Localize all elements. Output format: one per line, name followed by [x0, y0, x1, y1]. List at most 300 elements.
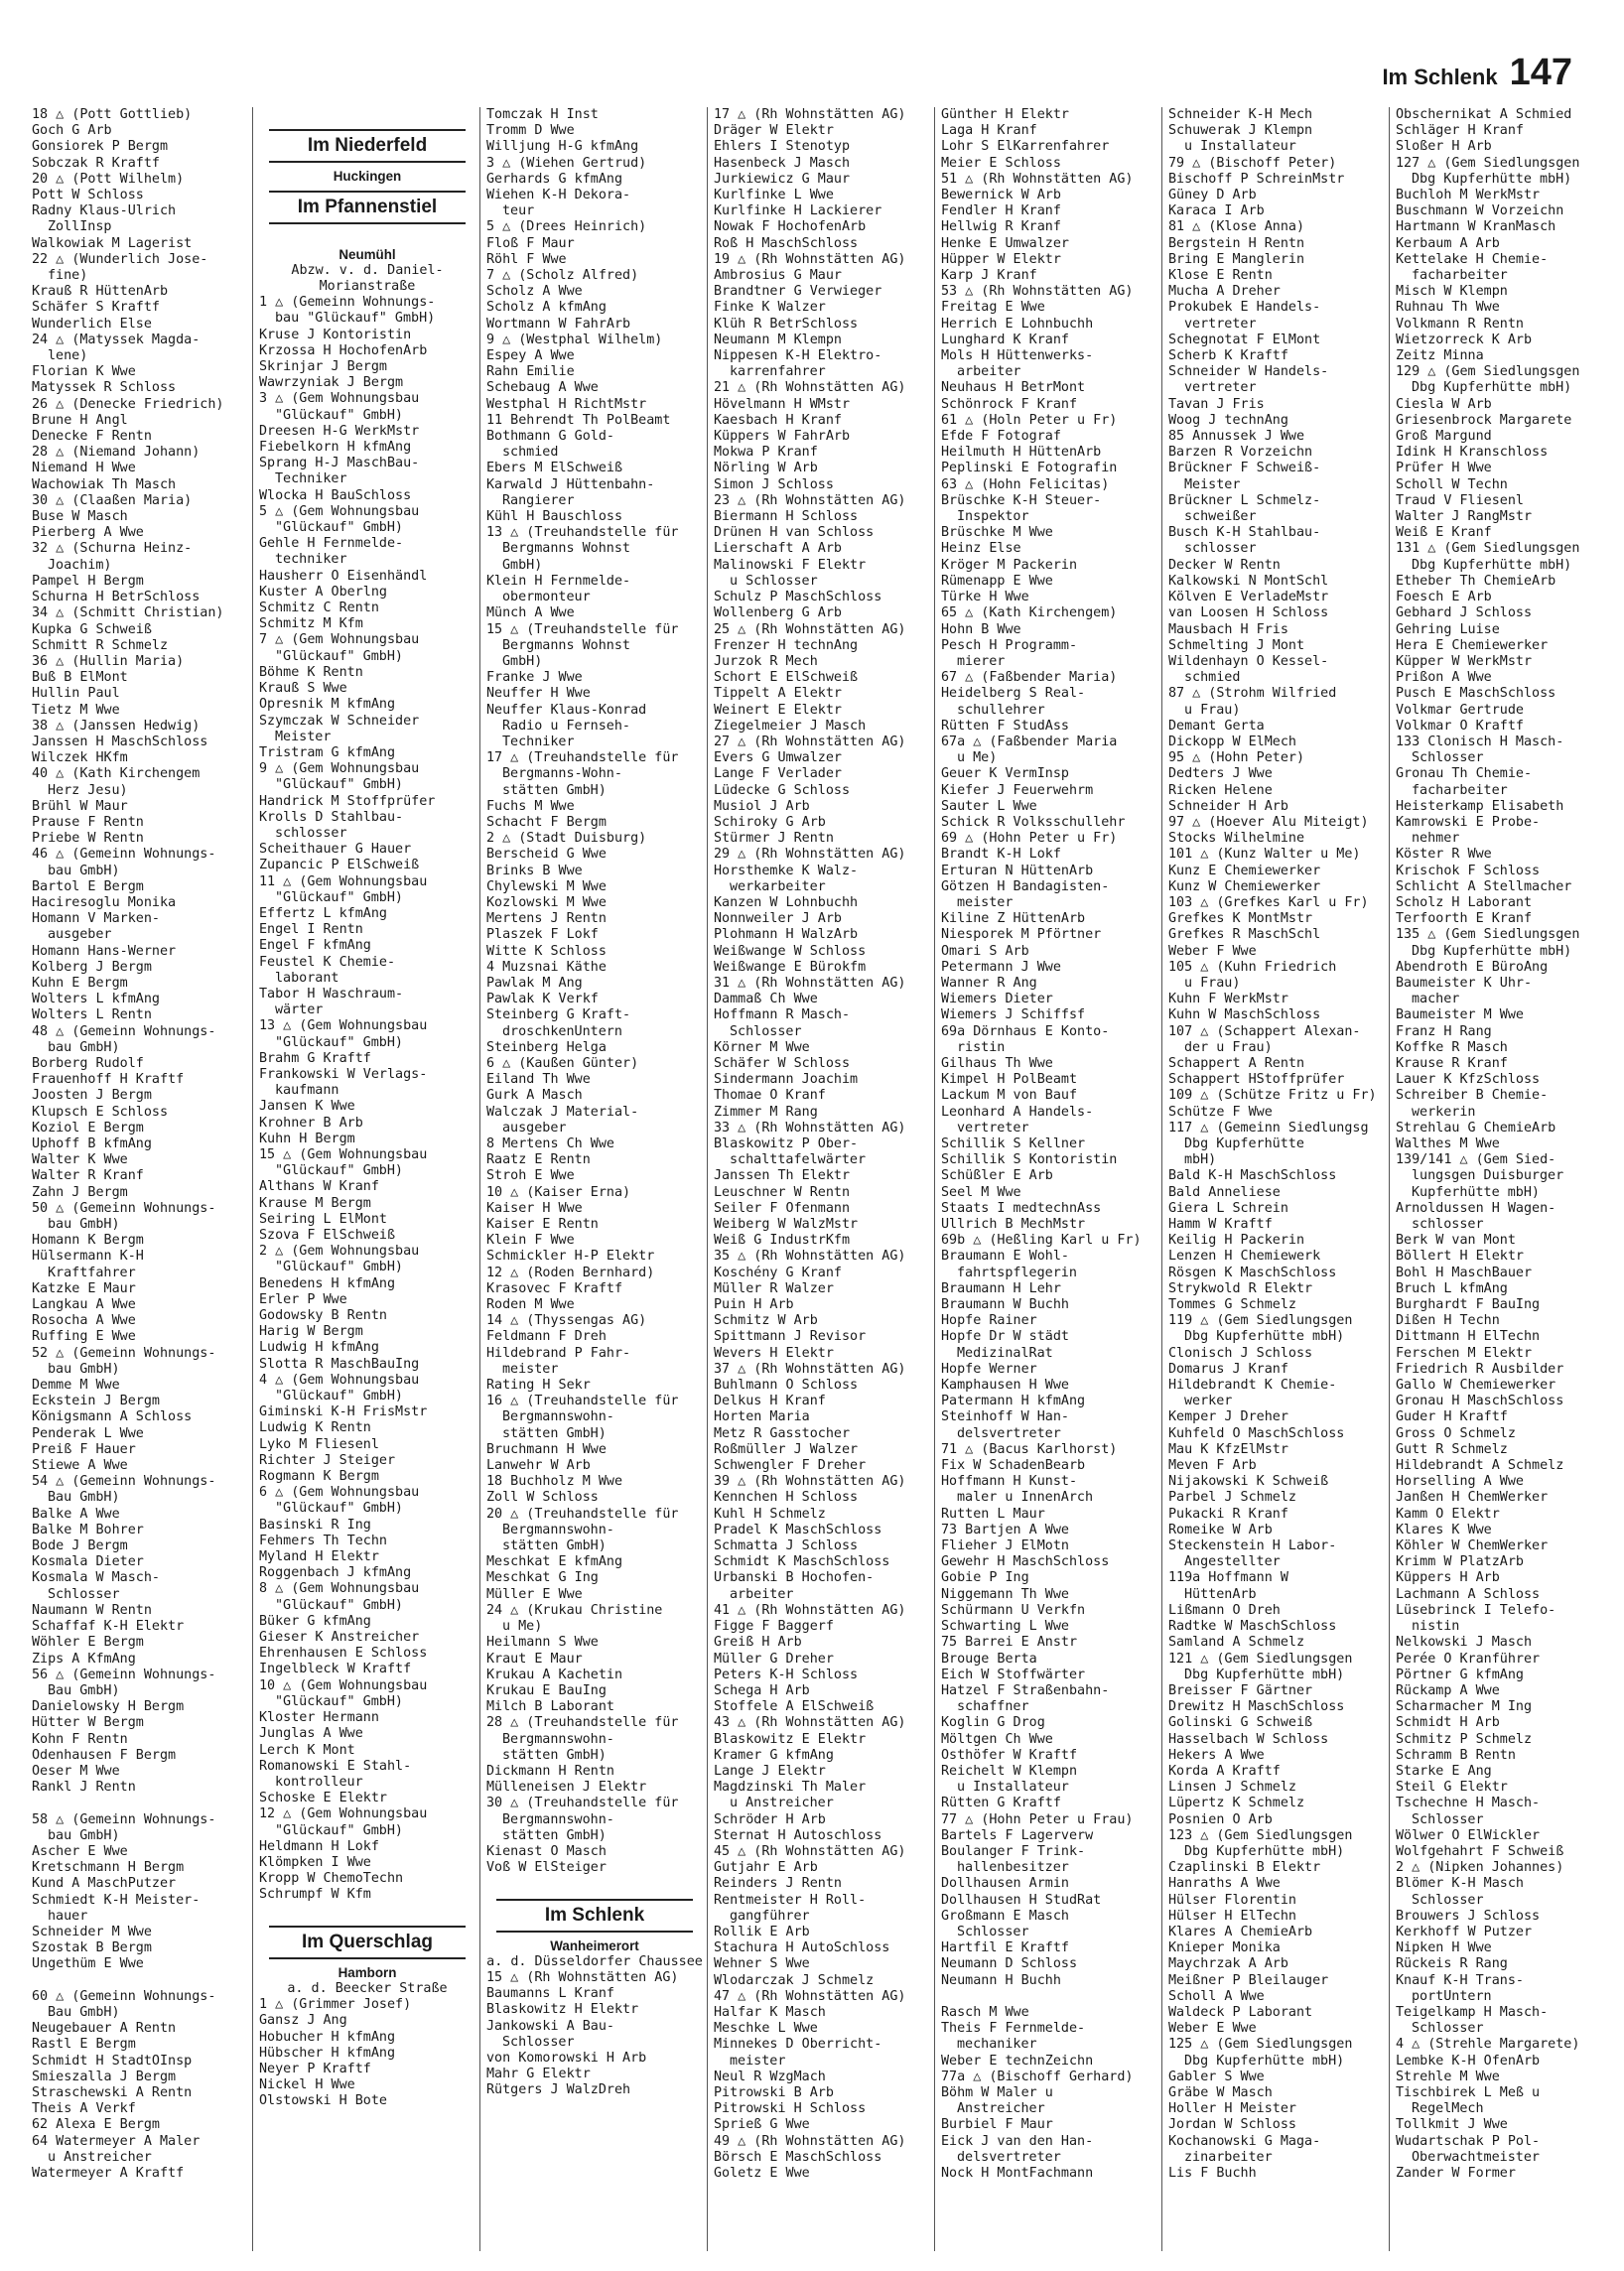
directory-entry: facharbeiter: [1412, 268, 1508, 284]
directory-entry: stätten GmbH): [502, 1827, 607, 1843]
directory-entry: stätten GmbH): [502, 1538, 607, 1554]
directory-entry: 71 △ (Bacus Karlhorst): [941, 1441, 1118, 1457]
directory-entry: Kröger M Packerin: [941, 557, 1078, 573]
directory-entry: Böhme K Rentn: [259, 664, 363, 680]
directory-entry: Hullin Paul: [32, 686, 120, 702]
directory-entry: Bohl H MaschBauer: [1396, 1265, 1533, 1280]
directory-entry: Jurzok R Mech: [714, 653, 818, 669]
directory-entry: Ambrosius G Maur: [714, 268, 842, 284]
directory-entry: Schmidt H StadtOInsp: [32, 2053, 193, 2069]
directory-entry: 133 Clonisch H Masch-: [1396, 734, 1564, 749]
directory-entry: Scholz H Laborant: [1396, 894, 1533, 910]
directory-entry: "Glückauf" GmbH): [275, 407, 403, 423]
directory-entry: Drünen H van Schloss: [714, 525, 875, 541]
directory-entry: Krimm W PlatzArb: [1396, 1554, 1524, 1570]
directory-entry: Stroh E Wwe: [486, 1168, 575, 1184]
directory-entry: Pitrowski B Arb: [714, 2084, 834, 2100]
directory-entry: GmbH): [502, 557, 543, 573]
directory-entry: Raatz E Rentn: [486, 1152, 591, 1168]
directory-entry: Sternat H Autoschloss: [714, 1827, 882, 1843]
directory-entry: Ebers M ElSchweiß: [486, 461, 623, 476]
directory-entry: Breisser F Gärtner: [1168, 1682, 1313, 1698]
directory-entry: Herz Jesu): [48, 782, 128, 798]
directory-entry: Brühl W Maur: [32, 798, 128, 814]
directory-entry: Borberg Rudolf: [32, 1055, 144, 1071]
directory-entry: 13 △ (Treuhandstelle für: [486, 525, 679, 541]
directory-entry: Kennchen H Schloss: [714, 1490, 859, 1506]
directory-entry: Slotta R MaschBauIng: [259, 1356, 420, 1372]
directory-entry: Wlocka H BauSchloss: [259, 487, 412, 503]
directory-entry: Schmidt K MaschSchloss: [714, 1554, 890, 1570]
directory-entry: Clonisch J Schloss: [1168, 1345, 1313, 1361]
directory-entry: Bau GmbH): [48, 1490, 120, 1506]
directory-entry: Hopfe Dr W städt: [941, 1329, 1069, 1345]
directory-entry: delsvertreter: [957, 2149, 1061, 2165]
directory-entry: Czaplinski B Elektr: [1168, 1860, 1321, 1876]
directory-entry: Freitag E Wwe: [941, 300, 1045, 316]
directory-entry: ausgeber: [502, 1120, 567, 1136]
directory-entry: 6 △ (Gem Wohnungsbau: [259, 1485, 420, 1501]
column-1: [26, 107, 252, 2251]
directory-entry: bau GmbH): [48, 1217, 120, 1233]
directory-entry: Kemper J Dreher: [1168, 1409, 1288, 1425]
directory-entry: Bald K-H MaschSchloss: [1168, 1168, 1337, 1184]
directory-entry: 67a △ (Faßbender Maria: [941, 734, 1118, 749]
directory-entry: Köhler W ChemWerker: [1396, 1538, 1549, 1554]
directory-entry: Nock H MontFachmann: [941, 2166, 1094, 2181]
directory-entry: Steckenstein H Labor-: [1168, 1538, 1337, 1554]
directory-entry: 77a △ (Bischoff Gerhard): [941, 2069, 1134, 2084]
directory-entry: Krischok F Schloss: [1396, 863, 1541, 878]
directory-entry: Tippelt A Elektr: [714, 686, 842, 702]
directory-entry: Spittmann J Revisor: [714, 1329, 867, 1345]
directory-entry: Rutten L Maur: [941, 1506, 1045, 1522]
directory-entry: Gerhards G kfmAng: [486, 171, 623, 187]
directory-entry: Nipken H Wwe: [1396, 1940, 1492, 1956]
directory-entry: 129 △ (Gem Siedlungsgen: [1396, 364, 1580, 380]
directory-entry: Kupferhütte mbH): [1412, 1184, 1540, 1200]
directory-entry: Jankowski A Bau-: [486, 2018, 614, 2034]
directory-entry: Obschernikat A Schmied: [1396, 107, 1572, 122]
directory-entry: Dbg Kupferhütte mbH): [1412, 380, 1572, 396]
directory-entry: Koglin G Drog: [941, 1715, 1045, 1731]
directory-entry: Peters K-H Schloss: [714, 1667, 859, 1682]
directory-entry: Kalkowski N MontSchl: [1168, 573, 1329, 589]
directory-entry: kontrolleur: [275, 1774, 363, 1790]
directory-entry: 62 Alexa E Bergm: [32, 2117, 160, 2133]
directory-entry: Bergmanns Wohnst: [502, 637, 630, 653]
directory-entry: Bring E Manglerin: [1168, 251, 1305, 267]
directory-entry: 18 Buchholz M Wwe: [486, 1474, 623, 1490]
directory-entry: "Glückauf" GmbH): [275, 1163, 403, 1179]
directory-entry: schlosser: [275, 825, 347, 841]
directory-entry: Danielowsky H Bergm: [32, 1699, 185, 1715]
directory-entry: portUntern: [1412, 1988, 1492, 2004]
directory-entry: Scherb K Kraftf: [1168, 348, 1288, 364]
directory-entry: Mausbach H Fris: [1168, 621, 1288, 637]
directory-entry: 45 △ (Rh Wohnstätten AG): [714, 1843, 906, 1859]
directory-entry: Fix W SchadenBearb: [941, 1458, 1086, 1474]
directory-entry: 60 △ (Gemeinn Wohnungs-: [32, 1988, 216, 2004]
directory-entry: Dickopp W ElMech: [1168, 734, 1296, 749]
directory-entry: 27 △ (Rh Wohnstätten AG): [714, 734, 906, 749]
directory-entry: Burbiel F Maur: [941, 2117, 1053, 2133]
directory-entry: 12 △ (Roden Bernhard): [486, 1265, 655, 1280]
directory-entry: Hera E Chemiewerker: [1396, 637, 1549, 653]
directory-entry: Meschkat G Ing: [486, 1570, 599, 1586]
directory-entry: Berscheid G Wwe: [486, 847, 607, 863]
directory-entry: Giminski K-H FrisMstr: [259, 1404, 428, 1420]
directory-entry: Gehle H Fernmelde-: [259, 536, 404, 552]
directory-entry: Weiß G IndustrKfm: [714, 1233, 851, 1249]
directory-entry: "Glückauf" GmbH): [275, 777, 403, 793]
directory-entry: Kühl H Bauschloss: [486, 509, 623, 525]
directory-entry: "Glückauf" GmbH): [275, 648, 403, 664]
directory-entry: Fuchs M Wwe: [486, 798, 575, 814]
directory-entry: Pusch E MaschSchloss: [1396, 686, 1556, 702]
column-4: [707, 107, 934, 2251]
directory-entry: Wunderlich Else: [32, 316, 152, 332]
directory-entry: Heilmann S Wwe: [486, 1635, 599, 1651]
directory-entry: Holler H Meister: [1168, 2101, 1296, 2117]
directory-entry: 32 △ (Schurna Heinz-: [32, 541, 193, 557]
directory-entry: Gebhard J Schloss: [1396, 605, 1533, 621]
directory-entry: Weber F Wwe: [1168, 943, 1257, 959]
directory-entry: Krasovec F Kraftf: [486, 1280, 623, 1296]
directory-entry: Denecke F Rentn: [32, 429, 152, 445]
directory-entry: Inspektor: [957, 509, 1029, 525]
directory-entry: Bau GmbH): [48, 1682, 120, 1698]
directory-entry: Ehrenhausen E Schloss: [259, 1646, 428, 1662]
directory-entry: Theis F Fernmelde-: [941, 2021, 1086, 2037]
directory-entry: Wehner S Wwe: [714, 1956, 810, 1972]
directory-entry: schmied: [1184, 670, 1241, 686]
directory-entry: 48 △ (Gemeinn Wohnungs-: [32, 1023, 216, 1039]
directory-entry: Krause R Kranf: [1396, 1055, 1508, 1071]
directory-entry: 2 △ (Nipken Johannes): [1396, 1860, 1564, 1876]
directory-entry: 8 △ (Gem Wohnungsbau: [259, 1581, 420, 1597]
directory-entry: 4 △ (Strehle Margarete): [1396, 2037, 1580, 2053]
directory-entry: Floß F Maur: [486, 235, 575, 251]
directory-entry: 20 △ (Pott Wilhelm): [32, 171, 185, 187]
directory-entry: bau GmbH): [48, 1039, 120, 1055]
directory-entry: Prause F Rentn: [32, 814, 144, 830]
directory-entry: Dollhausen Armin: [941, 1876, 1069, 1892]
directory-entry: Wawrzyniak J Bergm: [259, 375, 404, 391]
directory-entry: 119 △ (Gem Siedlungsgen: [1168, 1313, 1353, 1329]
directory-entry: Tischbirek L Meß u: [1396, 2084, 1541, 2100]
directory-entry: Dbg Kupferhütte mbH): [1412, 171, 1572, 187]
directory-entry: Walthes M Wwe: [1396, 1136, 1500, 1151]
directory-entry: fine): [48, 268, 88, 284]
directory-entry: 1 △ (Gemeinn Wohnungs-: [259, 295, 436, 311]
directory-entry: Tristram G kfmAng: [259, 744, 396, 760]
directory-entry: Homann K Bergm: [32, 1233, 144, 1249]
directory-entry: Brandt K-H Lokf: [941, 847, 1061, 863]
directory-entry: Pawlak K Verkf: [486, 992, 599, 1007]
directory-entry: Böllert H Elektr: [1396, 1249, 1524, 1265]
directory-entry: Eick J van den Han-: [941, 2133, 1094, 2149]
directory-entry: Schillik S Kontoristin: [941, 1152, 1118, 1168]
directory-entry: Posnien O Arb: [1168, 1811, 1273, 1827]
directory-entry: 123 △ (Gem Siedlungsgen: [1168, 1827, 1353, 1843]
directory-entry: Gräbe W Masch: [1168, 2084, 1273, 2100]
directory-entry: Minnekes D Oberricht-: [714, 2037, 882, 2053]
directory-entry: "Glückauf" GmbH): [275, 1389, 403, 1404]
directory-entry: Starke E Ang: [1396, 1763, 1492, 1779]
directory-entry: Goch G Arb: [32, 123, 112, 139]
directory-entry: Abendroth E BüroAng: [1396, 959, 1549, 975]
directory-entry: Volkmar O Kraftf: [1396, 718, 1524, 734]
directory-entry: Lüpertz K Schmelz: [1168, 1796, 1305, 1811]
directory-entry: Nippesen K-H Elektro-: [714, 348, 882, 364]
directory-entry: Hildebrandt K Chemie-: [1168, 1378, 1337, 1394]
directory-entry: u Me): [502, 1619, 543, 1635]
directory-entry: Groß Margund: [1396, 429, 1492, 445]
directory-entry: Neul R WzgMach: [714, 2069, 826, 2084]
directory-entry: Kuhl H Schmelz: [714, 1506, 826, 1522]
directory-entry: Olstowski H Bote: [259, 2093, 387, 2109]
directory-entry: Gutjahr E Arb: [714, 1860, 818, 1876]
directory-entry: Wiemers Dieter: [941, 992, 1053, 1007]
directory-entry: meister: [730, 2053, 786, 2069]
directory-entry: Demme M Wwe: [32, 1378, 120, 1394]
directory-entry: Lißmann O Dreh: [1168, 1602, 1281, 1618]
directory-entry: Ricken Helene: [1168, 782, 1273, 798]
directory-entry: Lüdecke G Schloss: [714, 782, 851, 798]
directory-entry: Schütze F Wwe: [1168, 1104, 1273, 1120]
directory-entry: Hatzel F Straßenbahn-: [941, 1682, 1110, 1698]
directory-entry: Lis F Buchh: [1168, 2166, 1257, 2181]
directory-entry: Bergmanns-Wohn-: [502, 766, 622, 782]
directory-entry: Rütten G Kraftf: [941, 1796, 1061, 1811]
directory-entry: Basinski R Ing: [259, 1517, 371, 1533]
directory-entry: Dreesen H-G WerkMstr: [259, 423, 420, 439]
directory-entry: 13 △ (Gem Wohnungsbau: [259, 1018, 428, 1034]
directory-entry: 101 △ (Kunz Walter u Me): [1168, 847, 1361, 863]
directory-entry: Hoffmann R Masch-: [714, 1007, 851, 1023]
directory-entry: Herrich E Lohnbuchh: [941, 316, 1094, 332]
directory-entry: Meschke L Wwe: [714, 2021, 818, 2037]
directory-entry: 81 △ (Klose Anna): [1168, 219, 1305, 235]
directory-entry: lungsgen Duisburger: [1412, 1168, 1564, 1184]
directory-entry: Weißwange E Bürokfm: [714, 959, 867, 975]
directory-entry: Rasch M Wwe: [941, 2004, 1029, 2020]
directory-entry: Feldmann F Dreh: [486, 1329, 607, 1345]
directory-entry: Hopfe Werner: [941, 1361, 1037, 1377]
directory-entry: Nickel H Wwe: [259, 2077, 355, 2093]
directory-entry: Junglas A Wwe: [259, 1726, 363, 1742]
directory-entry: u Installateur: [957, 1780, 1069, 1796]
directory-entry: Dbg Kupferhütte mbH): [1412, 557, 1572, 573]
directory-entry: Eiland Th Wwe: [486, 1072, 591, 1088]
directory-entry: Althans W Kranf: [259, 1179, 379, 1195]
directory-entry: Hübscher H kfmAng: [259, 2045, 396, 2061]
directory-entry: 135 △ (Gem Siedlungsgen: [1396, 927, 1580, 943]
directory-entry: 117 △ (Gemeinn Siedlungsg: [1168, 1120, 1369, 1136]
directory-entry: Weber E Wwe: [1168, 2021, 1257, 2037]
directory-entry: Buse W Masch: [32, 509, 128, 525]
directory-entry: Opresnik M kfmAng: [259, 697, 396, 713]
directory-entry: Wiehen K-H Dekora-: [486, 188, 631, 203]
directory-entry: Etheber Th ChemieArb: [1396, 573, 1556, 589]
directory-entry: Stoffele A ElSchweiß: [714, 1699, 875, 1715]
directory-entry: Roggenbach J kfmAng: [259, 1565, 412, 1581]
directory-entry: 61 △ (Holn Peter u Fr): [941, 412, 1118, 428]
directory-entry: Körner M Wwe: [714, 1039, 810, 1055]
directory-entry: Bergmannswohn-: [502, 1522, 614, 1537]
directory-entry: Petermann J Wwe: [941, 959, 1061, 975]
directory-entry: Knauf K-H Trans-: [1396, 1972, 1524, 1988]
directory-entry: 15 △ (Rh Wohnstätten AG): [486, 1969, 679, 1985]
directory-entry: Weiß E Kranf: [1396, 525, 1492, 541]
directory-entry: Schwarting L Wwe: [941, 1619, 1069, 1635]
directory-entry: Horselling A Wwe: [1396, 1474, 1524, 1490]
directory-entry: Buhlmann O Schloss: [714, 1378, 859, 1394]
directory-entry: Kaesbach H Kranf: [714, 412, 842, 428]
directory-entry: u Frau): [1184, 702, 1241, 718]
directory-entry: Schneider H Arb: [1168, 798, 1288, 814]
directory-entry: Gross O Schmelz: [1396, 1425, 1516, 1441]
directory-entry: Richter J Steiger: [259, 1452, 396, 1468]
directory-entry: 34 △ (Schmitt Christian): [32, 605, 224, 621]
directory-entry: Wortmann W FahrArb: [486, 316, 631, 332]
directory-entry: Kanzen W Lohnbuchh: [714, 894, 859, 910]
directory-entry: Milch B Laborant: [486, 1699, 614, 1715]
directory-entry: Naumann W Rentn: [32, 1602, 152, 1618]
column-2: [252, 107, 479, 2251]
directory-entry: Smieszalla J Bergm: [32, 2069, 177, 2084]
directory-entry: Lanwehr W Arb: [486, 1458, 591, 1474]
directory-entry: Matyssek R Schloss: [32, 380, 177, 396]
district-label: Wanheimerort: [550, 1937, 639, 1953]
directory-entry: Bruchmann H Wwe: [486, 1441, 607, 1457]
directory-entry: 85 Annussek J Wwe: [1168, 429, 1305, 445]
directory-entry: GmbH): [502, 653, 543, 669]
directory-entry: wärter: [275, 1002, 324, 1018]
directory-entry: Kiline Z HüttenArb: [941, 911, 1086, 927]
directory-entry: Dißen H Techn: [1396, 1313, 1500, 1329]
directory-entry: "Glückauf" GmbH): [275, 1693, 403, 1709]
directory-entry: Zahn J Bergm: [32, 1184, 128, 1200]
directory-entry: Godowsky B Rentn: [259, 1308, 387, 1324]
directory-entry: Volkmar Gertrude: [1396, 702, 1524, 718]
directory-entry: Brinks B Wwe: [486, 863, 583, 878]
directory-entry: Strehlau G ChemieArb: [1396, 1120, 1556, 1136]
directory-entry: Griesenbrock Margarete: [1396, 412, 1572, 428]
directory-entry: Bergmannswohn-: [502, 1409, 614, 1425]
directory-entry: HüttenArb: [1184, 1586, 1257, 1602]
directory-entry: schmied: [502, 445, 559, 461]
directory-entry: Wilczek HKfm: [32, 750, 128, 766]
directory-entry: Gurk A Masch: [486, 1088, 583, 1104]
directory-entry: Sauter L Wwe: [941, 798, 1037, 814]
directory-entry: Schacht F Bergm: [486, 814, 607, 830]
directory-entry: Myland H Elektr: [259, 1549, 379, 1565]
directory-entry: 69a Dörnhaus E Konto-: [941, 1023, 1110, 1039]
directory-entry: 12 △ (Gem Wohnungsbau: [259, 1806, 428, 1822]
directory-entry: Leonhard A Handels-: [941, 1104, 1094, 1120]
directory-entry: Klupsch E Schloss: [32, 1104, 169, 1120]
directory-entry: 65 △ (Kath Kirchengem): [941, 605, 1118, 621]
directory-entry: Mucha A Dreher: [1168, 284, 1281, 300]
directory-entry: Urbanski B Hochofen-: [714, 1570, 875, 1586]
directory-entry: 131 △ (Gem Siedlungsgen: [1396, 541, 1580, 557]
directory-entry: Kimpel H PolBeamt: [941, 1072, 1078, 1088]
directory-entry: Mertens J Rentn: [486, 911, 607, 927]
directory-entry: Horten Maria: [714, 1409, 810, 1425]
directory-entry: Chylewski M Wwe: [486, 878, 607, 894]
directory-entry: Bode J Bergm: [32, 1538, 128, 1554]
directory-entry: Dbg Kupferhütte mbH): [1184, 1667, 1345, 1682]
directory-entry: Kuhn W MaschSchloss: [1168, 1007, 1321, 1023]
directory-entry: vertreter: [1184, 380, 1257, 396]
directory-entry: Kamrowski E Probe-: [1396, 814, 1541, 830]
directory-entry: [941, 1989, 1157, 2005]
directory-entry: Hamm W Kraftf: [1168, 1217, 1273, 1233]
directory-entry: Schlosser: [1412, 1811, 1484, 1827]
directory-entry: u Me): [957, 750, 998, 766]
directory-entry: 21 △ (Rh Wohnstätten AG): [714, 380, 906, 396]
directory-entry: Kosmala W Masch-: [32, 1570, 160, 1586]
directory-entry: Schmatta J Schloss: [714, 1538, 859, 1554]
directory-entry: Schlosser: [502, 2034, 575, 2050]
directory-entry: Homann Hans-Werner: [32, 943, 177, 959]
directory-entry: Preiß F Hauer: [32, 1441, 136, 1457]
directory-entry: Gutt R Schmelz: [1396, 1441, 1508, 1457]
directory-entry: Lauer K KfzSchloss: [1396, 1072, 1541, 1088]
directory-entry: Baumeister K Uhr-: [1396, 975, 1533, 991]
district-label: Neumühl: [338, 246, 396, 262]
directory-entry: Zeitz Minna: [1396, 348, 1484, 364]
directory-entry: Eich W Stoffwärter: [941, 1667, 1086, 1682]
directory-entry: Rentmeister H Roll-: [714, 1892, 867, 1908]
directory-entry: Kienast O Masch: [486, 1843, 607, 1859]
directory-entry: 46 △ (Gemeinn Wohnungs-: [32, 847, 216, 863]
directory-entry: bau "Glückauf" GmbH): [275, 311, 436, 327]
directory-entry: Neuffer Klaus-Konrad: [486, 702, 647, 718]
directory-entry: Espey A Wwe: [486, 348, 575, 364]
directory-entry: Weber E technZeichn: [941, 2053, 1094, 2069]
directory-entry: bau GmbH): [48, 1361, 120, 1377]
directory-entry: karrenfahrer: [730, 364, 826, 380]
directory-entry: Schlosser: [957, 1924, 1029, 1939]
directory-entry: Walkowiak M Lagerist: [32, 235, 193, 251]
directory-entry: Krolls D Stahlbau-: [259, 809, 404, 825]
directory-entry: 5 △ (Drees Heinrich): [486, 219, 647, 235]
directory-entry: Balke A Wwe: [32, 1506, 120, 1522]
directory-entry: Techniker: [502, 734, 575, 749]
directory-entry: 3 △ (Gem Wohnungsbau: [259, 391, 420, 407]
directory-entry: werker: [1184, 1394, 1233, 1409]
directory-entry: Lyko M Fliesenl: [259, 1436, 379, 1452]
directory-entry: Brune H Angl: [32, 412, 128, 428]
directory-entry: Joachim): [48, 557, 112, 573]
directory-entry: Zander W Former: [1396, 2166, 1516, 2181]
directory-entry: Pradel K MaschSchloss: [714, 1522, 882, 1537]
directory-entry: Kuhn H Bergm: [259, 1131, 355, 1146]
directory-entry: Schoske E Elektr: [259, 1791, 387, 1806]
directory-entry: fahrtspflegerin: [957, 1265, 1077, 1280]
directory-entry: Mau K KfzElMstr: [1168, 1441, 1288, 1457]
directory-entry: Idink H Kranschloss: [1396, 445, 1549, 461]
directory-entry: schullehrer: [957, 702, 1045, 718]
directory-entry: Braumann H Lehr: [941, 1280, 1061, 1296]
directory-entry: Ascher E Wwe: [32, 1843, 128, 1859]
directory-entry: Kurlfinke H Lackierer: [714, 203, 882, 219]
directory-entry: Schmitt R Schmelz: [32, 637, 169, 653]
directory-entry: Schmelting J Mont: [1168, 637, 1305, 653]
